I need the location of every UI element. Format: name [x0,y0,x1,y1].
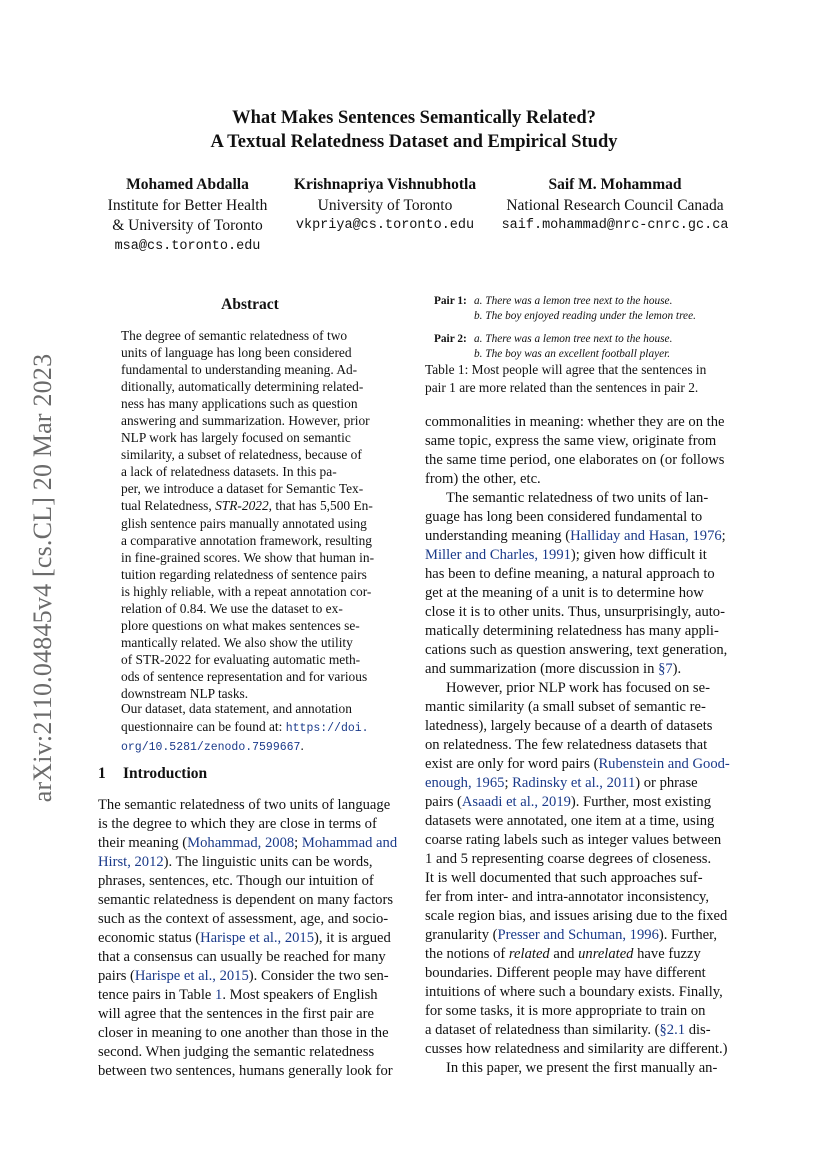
citation-link[interactable]: Presser and Schuman, 1996 [497,927,659,943]
table-1 [434,294,696,362]
citation-link[interactable]: enough, 1965 [425,775,505,791]
author-block-abdalla [85,175,290,257]
doi-link-cont[interactable]: org/10.5281/zenodo.7599667 [121,741,301,755]
author-name: Mohamed Abdalla [126,176,249,193]
citation-link[interactable]: Radinsky et al., 2011 [512,775,636,791]
intro-paragraph: The semantic relatedness of two units of language is the degree to which they are close in terms of their meaning (Mohammad, 2008; Mohammad and Hirst, 2012). The linguistic units can be words, phrases, sentences, etc. Though our intuition of semantic relatedness is dependent on many factors such as the context of assessment, age, and socio- economic status (Harispe et al., 2015), it is argued that a consensus can usually be reached for many pairs (Harispe et al., 2015). Consider the two sen- tence pairs in Table 1. Most speakers of English will agree that the sentences in the first pair are closer in meaning to one another than those in the second. When judging the semantic relatedness between two sentences, humans generally look for [98,797,398,1079]
author-block-mohammad [490,175,740,237]
author-name: Saif M. Mohammad [548,176,682,193]
section-heading-introduction [98,765,207,783]
table-caption: Table 1: Most people will agree that the sentences in pair 1 are more related than the sentences in pair 2. [425,362,707,395]
arxiv-stamp: arXiv:2110.04845v4 [cs.CL] 20 Mar 2023 [28,353,57,803]
author-email: msa@cs.toronto.edu [114,238,261,254]
table-row: Pair 2: a. There was a lemon tree next to the house. [434,333,673,345]
author-affiliation: National Research Council Canada [506,196,724,214]
section-ref-link[interactable]: §7 [658,661,673,677]
doi-link[interactable]: https://doi. [285,721,369,735]
author-affiliation: Institute for Better Health [107,196,268,214]
citation-link[interactable]: Mohammad and [301,835,398,851]
author-block-vishnubhotla [280,175,490,237]
section-title: Introduction [123,765,208,782]
table-row: b. The boy enjoyed reading under the lemon tree. [474,310,696,322]
citation-link[interactable]: Hirst, 2012 [98,854,164,870]
table-ref-link[interactable]: 1 [215,987,223,1003]
citation-link[interactable]: Mohammad, 2008 [187,835,295,851]
citation-link[interactable]: Asaadi et al., 2019 [461,794,571,810]
section-ref-link[interactable]: §2.1 [659,1022,686,1038]
title-line-1: What Makes Sentences Semantically Related? [232,108,596,128]
paper-title [0,106,828,154]
citation-link[interactable]: Harispe et al., 2015 [134,968,249,984]
author-email: saif.mohammad@nrc-cnrc.gc.ca [501,218,729,233]
author-email: vkpriya@cs.toronto.edu [295,218,475,233]
author-affiliation: & University of Toronto [112,217,263,234]
title-line-2: A Textual Relatedness Dataset and Empirical Study [210,132,618,152]
abstract-data-statement: Our dataset, data statement, and annotation questionnaire can be found at: https://doi. org/10.5281/zenodo.7599667. [121,701,369,755]
citation-link[interactable]: Halliday and Hasan, 1976 [570,528,722,544]
right-column-text: commonalities in meaning: whether they are on the same topic, express the same view, originate from the same time period, one elaborates on (or follows from) the other, etc. The semantic relatedness of two units of lan- guage has long been considered fundamental to understanding meaning (Halliday and Hasan, 1976; Miller and Charles, 1991); given how difficult it has been to define meaning, a natural approach to get at the meaning of a unit is to determine how close it is to other units. Thus, unsurprisingly, auto- matically determining relatedness has many appli- cations such as question answering, text generation, and summarization (more discussion in §7). However, prior NLP work has focused on se- mantic similarity (a small subset of semantic re- latedness), largely because of a dearth of datasets on relatedness. The few relatedness datasets that exist are only for word pairs (Rubenstein and Good- enough, 1965; Radinsky et al., 2011) or phrase pairs (Asaadi et al., 2019). Further, most existing datasets were annotated, one item at a time, using coarse rating labels such as integer values between 1 and 5 representing coarse degrees of closeness. It is well documented that such approaches suf- fer from inter- and intra-annotator inconsistency, scale region bias, and issues arising due to the fixed granularity (Presser and Schuman, 1996). Further, the notions of related and unrelated have fuzzy boundaries. Different people may have different intuitions of where such a boundary exists. Finally, for some tasks, it is more appropriate to train on a dataset of relatedness than similarity. (§2.1 dis- cusses how relatedness and similarity are different.) In this paper, we present the first manually an- [425,414,730,1076]
abstract-text: The degree of semantic relatedness of two units of language has long been considered fundamental to understanding meaning. Ad- ditionally, automatically determining related- ness has many applications such as question answering and summarization. However, prior NLP work has largely focused on semantic similarity, a subset of relatedness, because of a lack of relatedness datasets. In this pa- per, we introduce a dataset for Semantic Tex- tual Relatedness, STR-2022, that has 5,500 En- glish sentence pairs manually annotated using a comparative annotation framework, resulting in fine-grained scores. We show that human in- tuition regarding relatedness of sentence pairs is highly reliable, with a repeat annotation cor- relation of 0.84. We use the dataset to ex- plore questions on what makes sentences se- mantically related. We also show the utility of STR-2022 for evaluating automatic meth- ods of sentence representation and for various downstream NLP tasks. [121,328,375,701]
table-row: Pair 1: a. There was a lemon tree next to the house. [434,295,673,307]
abstract-heading: Abstract [221,296,279,313]
author-name: Krishnapriya Vishnubhotla [293,176,477,193]
citation-link[interactable]: Rubenstein and Good- [598,756,730,772]
author-affiliation: University of Toronto [317,196,453,214]
citation-link[interactable]: Miller and Charles, 1991 [425,547,571,563]
citation-link[interactable]: Harispe et al., 2015 [200,930,315,946]
section-number: 1 [98,765,106,782]
table-row: b. The boy was an excellent football player. [474,348,671,360]
